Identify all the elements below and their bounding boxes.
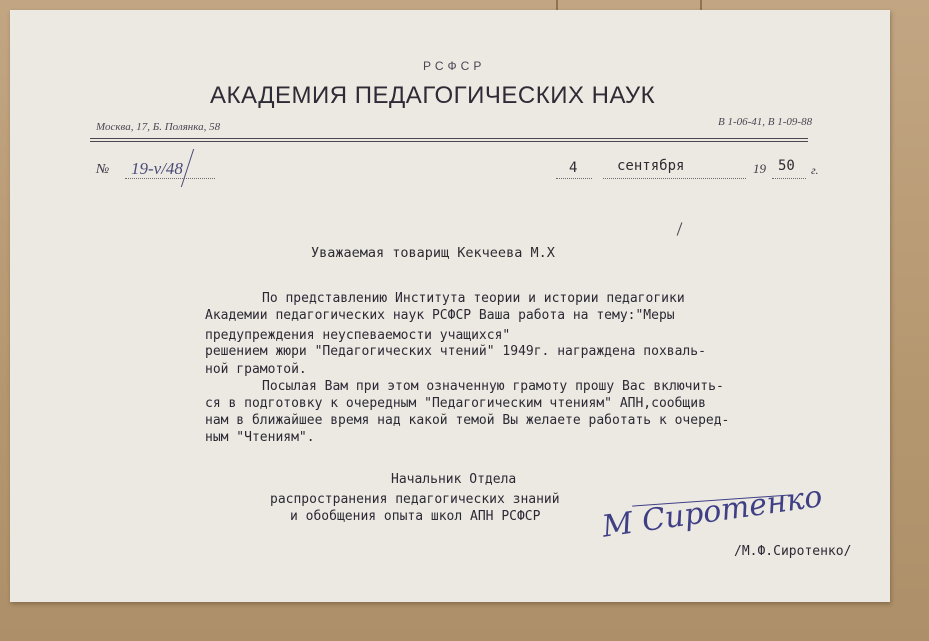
reference-number-label: №	[96, 162, 110, 177]
date-month-dotted-line	[603, 178, 746, 179]
letter-body-line: нам в ближайшее время над какой темой Вы желаете работать к очеред-	[205, 413, 730, 428]
date-month: сентября	[617, 158, 685, 174]
letter-greeting: Уважаемая товарищ Кекчеева М.Х	[311, 245, 555, 261]
letter-sheet	[10, 10, 890, 602]
reference-number-dotted-line	[125, 178, 215, 179]
letterhead-institution: АКАДЕМИЯ ПЕДАГОГИЧЕСКИХ НАУК	[210, 82, 656, 109]
letterhead-rule	[90, 141, 808, 142]
letter-body-line: ной грамотой.	[205, 362, 307, 377]
letterhead-rule	[90, 138, 808, 139]
reference-number-value: 19-v/48	[131, 159, 183, 178]
signatory-title-line: распространения педагогических знаний	[270, 492, 560, 507]
letterhead-country: РСФСР	[423, 59, 486, 73]
letter-body-line: ным "Чтениям".	[205, 430, 315, 445]
date-year-unit: г.	[811, 163, 819, 177]
signatory-printed-name: /М.Ф.Сиротенко/	[734, 544, 852, 559]
letter-body-line: решением жюри "Педагогических чтений" 1949г. награждена похваль-	[205, 344, 706, 359]
signatory-title-line: и обобщения опыта школ АПН РСФСР	[290, 509, 541, 524]
date-year-prefix: 19	[753, 161, 766, 176]
letter-body-line: Академии педагогических наук РСФСР Ваша работа на тему:"Меры	[205, 308, 675, 323]
pencil-tick	[677, 222, 683, 235]
letterhead-address: Москва, 17, Б. Полянка, 58	[96, 121, 221, 133]
letter-body-line: предупреждения неуспеваемости учащихся"	[205, 328, 511, 343]
handwritten-signature: М Сиротенко	[600, 479, 825, 545]
letter-body-line: Посылая Вам при этом означенную грамоту прошу Вас включить-	[262, 379, 724, 394]
date-year-suffix: 50	[778, 158, 795, 174]
letter-body-line: По представлению Института теории и истории педагогики	[262, 291, 685, 306]
date-year-dotted-line	[772, 178, 806, 179]
signatory-title-line: Начальник Отдела	[391, 472, 517, 487]
letterhead-phones: В 1-06-41, В 1-09-88	[718, 116, 813, 128]
date-day-dotted-line	[556, 178, 592, 179]
date-day: 4	[569, 160, 578, 176]
letter-body-line: ся в подготовку к очередным "Педагогическим чтениям" АПН,сообщив	[205, 396, 706, 411]
